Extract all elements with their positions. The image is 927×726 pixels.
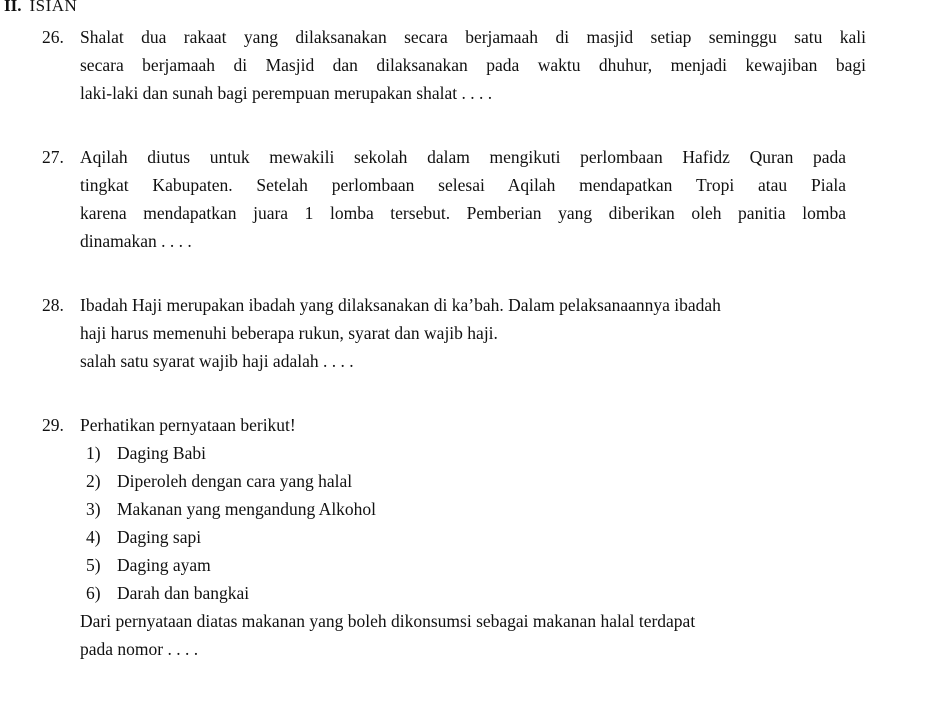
- question-text-line: karena mendapatkan juara 1 lomba tersebut. Pemberian yang diberikan oleh panitia lomba: [80, 203, 846, 223]
- question-text-line: salah satu syarat wajib haji adalah . . . .: [80, 351, 354, 371]
- question-text-line: Dari pernyataan diatas makanan yang boleh dikonsumsi sebagai makanan halal terdapat: [80, 611, 696, 631]
- list-item: 2) Diperoleh dengan cara yang halal: [86, 471, 353, 491]
- list-item: 3) Makanan yang mengandung Alkohol: [86, 499, 377, 519]
- list-item: 4) Daging sapi: [86, 527, 202, 547]
- question-text-line: laki-laki dan sunah bagi perempuan merupakan shalat . . . .: [80, 83, 493, 103]
- question-intro: Perhatikan pernyataan berikut!: [80, 415, 296, 435]
- question-number: 28.: [42, 295, 64, 315]
- question-text-line: haji harus memenuhi beberapa rukun, syarat dan wajib haji.: [80, 323, 498, 343]
- question-text-line: secara berjamaah di Masjid dan dilaksanakan pada waktu dhuhur, menjadi kewajiban bagi: [80, 55, 866, 75]
- question-number: 27.: [42, 147, 64, 167]
- question-number: 26.: [42, 27, 64, 47]
- section-heading: [4, 0, 77, 16]
- question-text-line: pada nomor . . . .: [80, 639, 199, 659]
- list-item: 1) Daging Babi: [86, 443, 206, 463]
- list-item: 6) Darah dan bangkai: [86, 583, 250, 603]
- question-text-line: tingkat Kabupaten. Setelah perlombaan selesai Aqilah mendapatkan Tropi atau Piala: [80, 175, 846, 195]
- question-text-line: Aqilah diutus untuk mewakili sekolah dalam mengikuti perlombaan Hafidz Quran pada: [80, 147, 846, 167]
- list-item: 5) Daging ayam: [86, 555, 211, 575]
- question-number: 29.: [42, 415, 64, 435]
- section-roman-numeral: II.: [4, 0, 22, 15]
- question-text-line: Ibadah Haji merupakan ibadah yang dilaksanakan di ka’bah. Dalam pelaksanaannya ibadah: [80, 295, 721, 315]
- question-text-line: Shalat dua rakaat yang dilaksanakan secara berjamaah di masjid setiap seminggu satu kali: [80, 27, 866, 47]
- section-title: ISIAN: [29, 0, 78, 15]
- question-text-line: dinamakan . . . .: [80, 231, 192, 251]
